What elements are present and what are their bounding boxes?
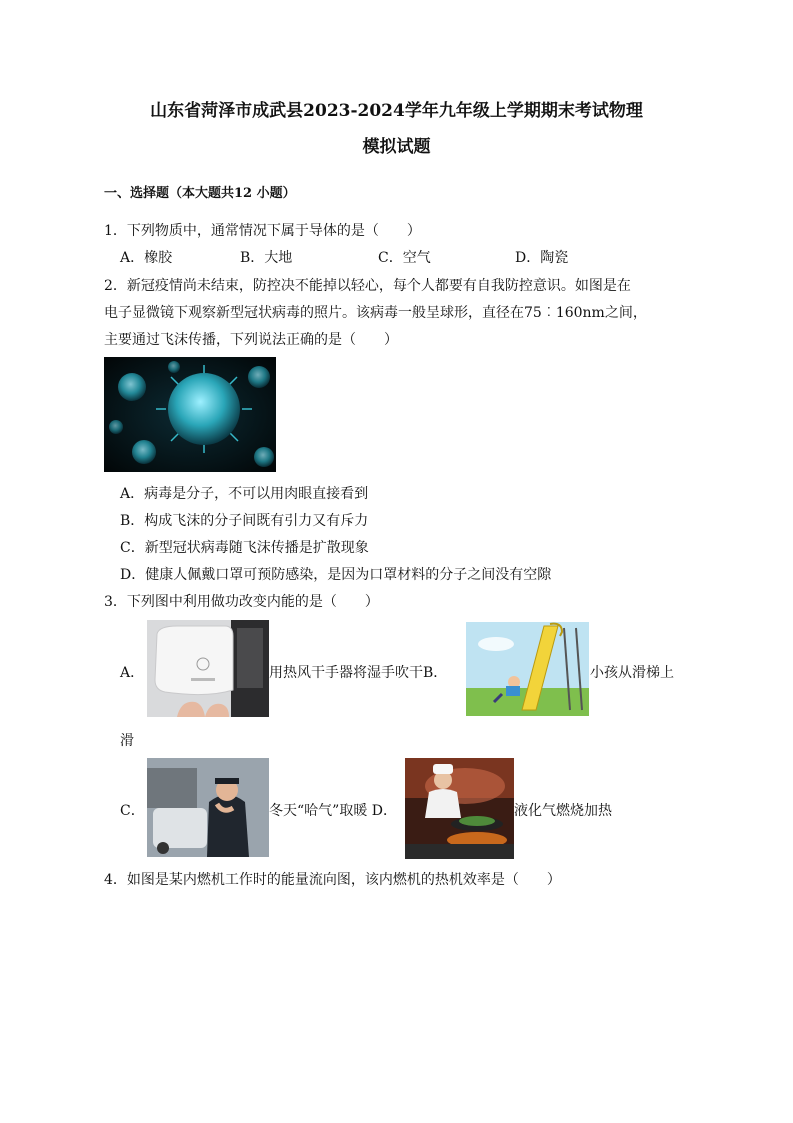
virus-image: [104, 357, 276, 472]
q2-option-a: A．病毒是分子，不可以用肉眼直接看到: [120, 486, 369, 502]
q2-line3: 主要通过飞沫传播，下列说法正确的是（ ）: [104, 332, 398, 348]
q3-option-c-label: C．: [120, 803, 145, 819]
q2-line1: 2．新冠疫情尚未结束，防控决不能掉以轻心，每个人都要有自我防控意识。如图是在: [104, 278, 631, 294]
q1-option-c: C．空气: [378, 250, 431, 266]
q2-option-b: B．构成飞沫的分子间既有引力又有斥力: [120, 513, 369, 529]
hand-dryer-image: [147, 620, 269, 717]
q1-option-a: A．橡胶: [120, 250, 173, 266]
doc-title-line1: 山东省菏泽市成武县2023-2024学年九年级上学期期末考试物理: [150, 101, 643, 121]
q1-option-b: B．大地: [240, 250, 293, 266]
q1-stem: 1．下列物质中，通常情况下属于导体的是（ ）: [104, 223, 421, 239]
winter-guard-image: [147, 758, 269, 857]
doc-title-line2: 模拟试题: [362, 137, 431, 157]
slide-image: [466, 622, 589, 716]
section-heading: 一、选择题（本大题共12 小题）: [104, 186, 296, 201]
q3-option-a-label: A．: [120, 665, 145, 681]
q2-option-c: C．新型冠状病毒随飞沫传播是扩散现象: [120, 540, 369, 556]
q4-stem: 4．如图是某内燃机工作时的能量流向图，该内燃机的热机效率是（ ）: [104, 872, 561, 888]
q3-option-b-text: 小孩从滑梯上: [590, 665, 674, 681]
q2-line2: 电子显微镜下观察新型冠状病毒的照片。该病毒一般呈球形，直径在75︰160nm之间，: [104, 305, 647, 321]
q1-option-d: D．陶瓷: [515, 250, 569, 266]
cooking-image: [405, 758, 514, 859]
q3-stem: 3．下列图中利用做功改变内能的是（ ）: [104, 594, 379, 610]
q3-option-c-text: 冬天“哈气”取暖 D．: [269, 803, 397, 819]
q3-option-b-cont: 滑: [120, 733, 134, 749]
q2-option-d: D．健康人佩戴口罩可预防感染，是因为口罩材料的分子之间没有空隙: [120, 567, 552, 583]
q3-option-d-text: 液化气燃烧加热: [514, 803, 612, 819]
q3-option-a-text: 用热风干手器将湿手吹干B．: [269, 665, 448, 681]
